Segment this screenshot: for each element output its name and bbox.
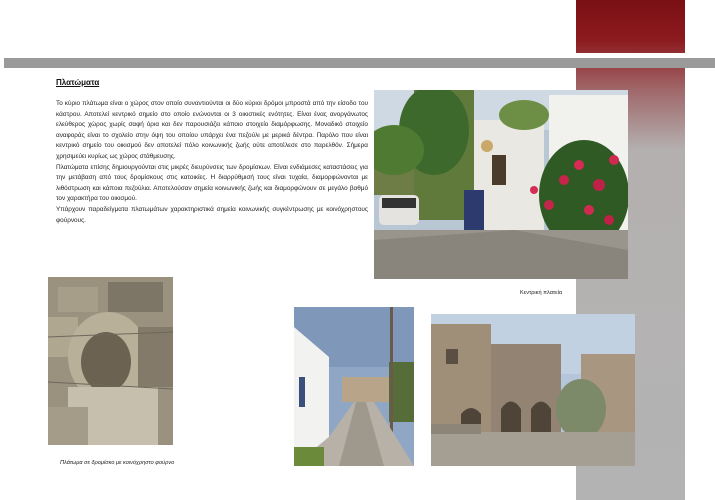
paragraph-2: Πλατώματα επίσης δημιουργούνται στις μικρές διευρύνσεις των δρομίσκων. Είναι ενδιάμεσες καταστάσεις για την μετάβαση από τους δρομίσκους στις κατοικίες. Η διαρρύθμισή τους είναι τυχαία, διαμορφώνονται με λιθόστρωση και κάποια πεζούλια. Αποτελούσαν σημεία κοινωνικής ζωής και διαμορφώνουν σε μεγάλο βαθμό τον χαρακτήρα του οικισμού. xyxy=(56,163,368,203)
caption-oven: Πλάτωμα σε δρομίσκο με κοινόχρηστο φούρνο xyxy=(60,460,175,466)
photo-narrow-lane xyxy=(294,307,414,466)
body-text xyxy=(56,99,368,226)
photo-stone-oven xyxy=(48,277,173,445)
paragraph-3: Υπάρχουν παραδείγματα πλατωμάτων χαρακτηριστικά σημεία κοινωνικής συγκέντρωσης με κοινόχρηστους φούρνους. xyxy=(56,205,368,224)
section-heading: Πλατώματα xyxy=(56,78,100,87)
caption-main-square: Κεντρική πλατεία xyxy=(520,290,563,296)
header-band xyxy=(4,58,715,68)
paragraph-1: Το κύριο πλάτωμα είναι ο χώρος στον οποίο συναντιούνται οι δύο κύριοι δρόμοι μπροστά από την είσοδο του κάστρου. Αποτελεί κεντρικό σημείο στο οποίο ενώνονται οι 3 οικιστικές ενότητες. Είναι ένας ανοργάνωτος ελεύθερος χώρος χωρίς σαφή όρια και δεν παρουσιάζει κάποιο στοιχείο διαμόρφωσης. Μοναδικό στοιχείο αναφοράς είναι το σχολείο στην όψη του οποίου υπάρχει ένα πεζούλι με μερικά δέντρα. Παρόλο που είναι κεντρικό σημείο του οικισμού δεν αποτελεί πόλο κοινωνικής ζωής ούτε αποτέλεσε στο παρελθόν. Σήμερα χρησιμεύει κυρίως ως χώρος στάθμευσης. xyxy=(56,100,368,160)
photo-stone-buildings xyxy=(431,314,635,466)
photo-main-square xyxy=(374,90,628,279)
